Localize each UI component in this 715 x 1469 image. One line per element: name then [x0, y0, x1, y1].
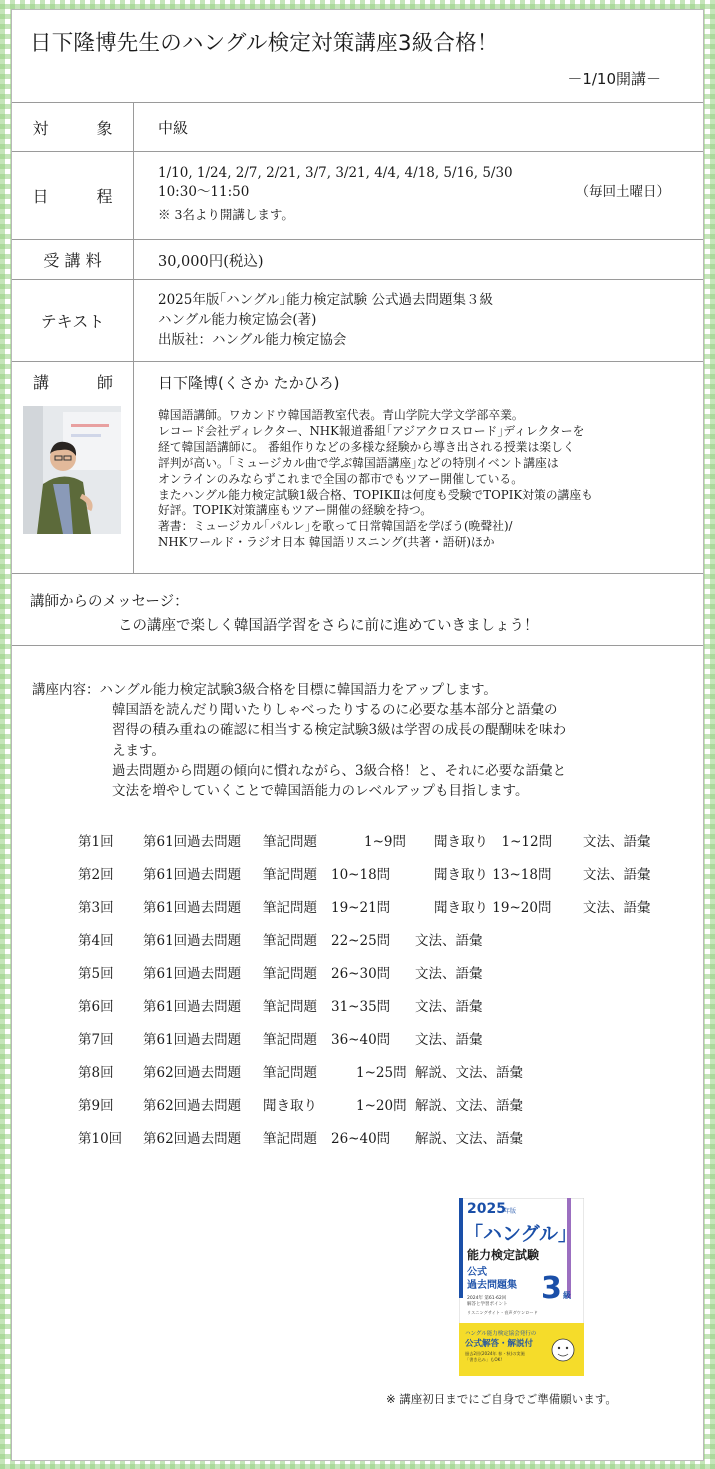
svg-text:ハングル能力検定協会発行の: ハングル能力検定協会発行の — [465, 1331, 537, 1337]
svg-text:「書き込み」もOK!: 「書き込み」もOK! — [465, 1357, 503, 1362]
content-divider — [12, 645, 703, 646]
svg-text:能力検定試験: 能力検定試験 — [467, 1248, 540, 1262]
message-row — [12, 573, 703, 645]
flyer: 日下隆博先生のハングル検定対策講座3級合格！ －1/10開講－ 対 象 中級 日 程 1/10, 1/24, 2/7, 2/21, 3/7, 3/21, 4/4, 4/18, 5/16, 5/30 10:30〜11:50 （毎回土曜日） ※ 3名より開講します。 受 講 料 30,000円(税込) テキスト 2025年版｢ハングル｣能力検定試験 公式過去問題集３級 ハングル能力検定協会(著) 出版社：ハングル能力検定協会 講 師 日下隆博(くさか たかひろ) 韓国語講師。ワカンドウ韓国語教室代表。青山学院大学文学部卒業。 レコード会社ディレクター、NHK報道番組｢アジアクロスロード｣ディレクターを 経て韓国語講師に。 番組作りなどの多様な経験から導き出される授業は楽しく 評判が高い。｢ミュージカル曲で学ぶ韓国語講座｣などの特別イベント講座は オンラインのみならずこれまで全国の都市でもツアー開催している。 またハングル能力検定試験1級合格、TOPIKⅡは何度も受験でTOPIK対策の講座も 好評。TOPIK対策講座もツアー開催の経験を持つ。 著書：ミュージカル｢パルレ｣を歌って日常韓国語を学ぼう(晩聲社)/ NHKワールド・ラジオ日本 韓国語リスニング(共著・語研)ほか 講師からのメッセージ： この講座で楽しく韓国語学習をさらに前に進めていきましょう！ 講座内容：ハングル能力検定試験3級合格を目標に韓国語力をアップします。 韓国語を読んだり聞いたりしゃべったりするのに必要な基本部分と語彙の 習得の積み重ねの確認に相当する検定試験3級は学習の成長の醍醐味を味わ えます。 過去問題から問題の傾向に慣れながら、3級合格！と、それに必要な語彙と 文法を増やしていくことで韓国語能力のレベルアップも目指します。 第1回 第61回過去問題 筆記問題 1~9問 聞き取り 1~12問 文法、語彙 第2回 第61回過去問題 筆記問題 10~18問 聞き取り 13~18問 文法、語彙 第3回 第61回過去問題 筆記問題 19~21問 聞き取り 19~20問 文法、語彙 第4回 第61回過去問題 筆記問題 22~25問 文法、語彙 第5回 第61回過去問題 筆記問題 26~30問 文法、語彙 第6回 第61回過去問題 筆記問題 31~35問 文法、語彙 第7回 第61回過去問題 筆記問題 36~40問 文法、語彙 第8回 第62回過去問題 筆記問題 1~25問 解説、文法、語彙 第9回 第62回過去問題 聞き取り 1~20問 解説、文法、語彙 第10回 第62回過去問題 筆記問題 26~40問 解説、文法、語彙 2025 年版 「ハングル」 能力検定試験 公式 過去問題集 3 級 2024年 第61·62回 解答と学習ポイント リスニングサイト・音声ダウンロード ハングル能力検定協会発行の 公式解答・解説付 過去2回(2024年 春・秋)の実施 「書き込み」もOK! ※ 講座初日までにご自身でご準備願います。 — [11, 9, 704, 1461]
schedule-note: ※ 3名より開講します。 — [158, 207, 294, 222]
svg-text:公式解答・解説付: 公式解答・解説付 — [465, 1339, 534, 1349]
text-publisher: 出版社：ハングル能力検定協会 — [158, 332, 347, 348]
schedule-time — [158, 183, 670, 202]
schedule-row — [12, 151, 703, 239]
text-value — [158, 290, 493, 350]
schedule-hours: 10:30〜11:50 — [158, 184, 250, 200]
lecturer-label: 講 師 — [32, 372, 114, 392]
text-book-title: 2025年版｢ハングル｣能力検定試験 公式過去問題集３級 — [158, 292, 493, 308]
text-label: テキスト — [12, 280, 134, 361]
lecturer-bio: 韓国語講師。ワカンドウ韓国語教室代表。青山学院大学文学部卒業。 レコード会社ディレクター、NHK報道番組｢アジアクロスロード｣ディレクターを 経て韓国語講師に。 番組作りなどの多様な経験から導き出される授業は楽しく 評判が高い。｢ミュージカル曲で学ぶ韓国語講座｣などの特別イベント講座は オンラインのみならずこれまで全国の都市でもツアー開催している。 またハングル能力検定試験1級合格、TOPIKⅡは何度も受験でTOPIK対策の講座も 好評。TOPIK対策講座もツアー開催の経験を持つ。 著書：ミュージカル｢パルレ｣を歌って日常韓国語を学ぼう(晩聲社)/ NHKワールド・ラジオ日本 韓国語リスニング(共著・語研)ほか — [158, 408, 593, 550]
schedule-dates: 1/10, 1/24, 2/7, 2/21, 3/7, 3/21, 4/4, 4/18, 5/16, 5/30 — [158, 165, 513, 181]
info-table — [12, 102, 703, 646]
svg-text:2025: 2025 — [467, 1201, 506, 1217]
text-author: ハングル能力検定協会(著) — [158, 312, 317, 328]
svg-text:年版: 年版 — [504, 1208, 517, 1215]
fee-value: 30,000円(税込) — [158, 254, 264, 270]
page-title: 日下隆博先生のハングル検定対策講座3級合格！ — [30, 31, 499, 56]
lecturer-photo — [23, 406, 121, 534]
textbook-cover — [459, 1198, 584, 1376]
schedule-weekday: （毎回土曜日） — [575, 184, 670, 200]
message-heading: 講師からのメッセージ： — [30, 594, 189, 610]
svg-text:2024年 第61·62回: 2024年 第61·62回 — [467, 1296, 507, 1301]
svg-text:「ハングル」: 「ハングル」 — [464, 1223, 578, 1245]
fee-row — [12, 239, 703, 279]
message-body: この講座で楽しく韓国語学習をさらに前に進めていきましょう！ — [118, 618, 539, 634]
text-row — [12, 279, 703, 361]
svg-text:過去問題集: 過去問題集 — [467, 1280, 517, 1291]
svg-text:解答と学習ポイント: 解答と学習ポイント — [467, 1302, 508, 1307]
svg-text:3: 3 — [541, 1271, 562, 1306]
lecturer-name: 日下隆博(くさか たかひろ) — [158, 374, 340, 392]
target-value: 中級 — [158, 119, 189, 137]
footnote: ※ 講座初日までにご自身でご準備願います。 — [386, 1392, 617, 1406]
lecturer-row — [12, 361, 703, 573]
svg-text:級: 級 — [563, 1291, 571, 1300]
schedule-label: 日 程 — [12, 152, 134, 239]
course-description: 韓国語を読んだり聞いたりしゃべったりするのに必要な基本部分と語彙の 習得の積み重ねの確認に相当する検定試験3級は学習の成長の醍醐味を味わ えます。 過去問題から問題の傾向に慣れながら、3級合格！と、それに必要な語彙と 文法を増やしていくことで韓国語能力のレベルアップも目指します。 — [112, 702, 567, 800]
target-label: 対 象 — [12, 103, 134, 151]
svg-text:リスニングサイト・音声ダウンロード: リスニングサイト・音声ダウンロード — [467, 1310, 538, 1315]
start-date-subtitle: －1/10開講－ — [567, 70, 661, 88]
svg-text:公式: 公式 — [467, 1267, 487, 1278]
svg-text:過去2回(2024年 春・秋)の実施: 過去2回(2024年 春・秋)の実施 — [465, 1351, 525, 1356]
target-row — [12, 102, 703, 151]
schedule-value — [158, 164, 670, 224]
fee-label: 受 講 料 — [12, 240, 134, 279]
course-heading: 講座内容：ハングル能力検定試験3級合格を目標に韓国語力をアップします。 — [32, 682, 497, 698]
